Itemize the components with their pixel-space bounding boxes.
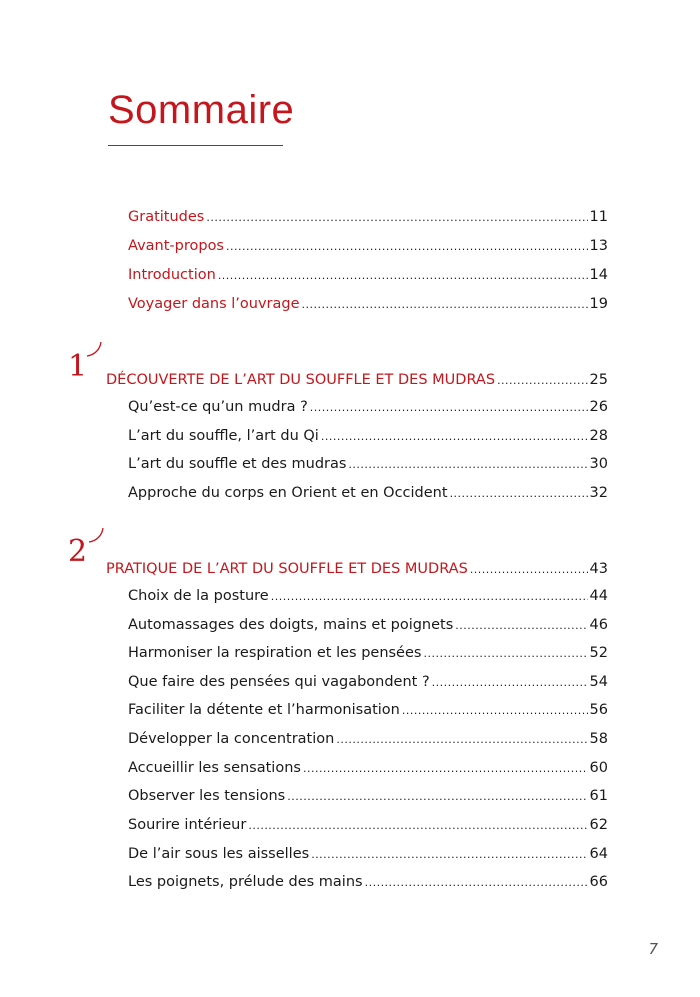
- toc-entry-page: 14: [589, 267, 608, 283]
- toc-entry-page: 54: [589, 674, 608, 690]
- toc-entry-label: Harmoniser la respiration et les pensées: [128, 645, 422, 661]
- leader-dots: [271, 586, 588, 608]
- leader-dots: [311, 844, 587, 866]
- part-number: 1: [68, 349, 88, 384]
- leader-dots: [450, 483, 588, 505]
- toc-entry-page: 61: [589, 788, 608, 804]
- toc-entry[interactable]: [128, 671, 608, 693]
- page-folio: 7: [648, 940, 658, 958]
- leader-dots: [321, 426, 588, 448]
- part-heading-label: PRATIQUE DE L’ART DU SOUFFLE ET DES MUDRAS: [106, 561, 468, 577]
- leader-dots: [432, 672, 588, 694]
- toc-entry-label: Automassages des doigts, mains et poignets: [128, 617, 454, 633]
- title-underline: [108, 145, 283, 146]
- leader-dots: [310, 397, 588, 419]
- leader-dots: [206, 207, 587, 229]
- toc-entry-page: 52: [589, 645, 608, 661]
- part-heading-page: 43: [589, 561, 608, 577]
- toc-entry[interactable]: [128, 425, 608, 447]
- part-heading[interactable]: [106, 369, 608, 391]
- toc-entry-label: Gratitudes: [128, 209, 205, 225]
- toc-entry-voyager[interactable]: [128, 293, 608, 315]
- toc-entry-page: 56: [589, 702, 608, 718]
- toc-entry-page: 32: [589, 485, 608, 501]
- toc-entry[interactable]: [128, 614, 608, 636]
- leader-dots: [497, 370, 587, 392]
- toc-entry-page: 11: [589, 209, 608, 225]
- part-heading-label: DÉCOUVERTE DE L’ART DU SOUFFLE ET DES MUDRAS: [106, 372, 496, 388]
- toc-entry[interactable]: [128, 728, 608, 750]
- toc-entry-label: Faciliter la détente et l’harmonisation: [128, 702, 400, 718]
- toc-entry-label: Approche du corps en Orient et en Occident: [128, 485, 448, 501]
- toc-entry[interactable]: [128, 482, 608, 504]
- leader-dots: [303, 758, 588, 780]
- toc-entry-page: 44: [589, 588, 608, 604]
- leader-dots: [336, 729, 587, 751]
- leader-dots: [287, 786, 587, 808]
- toc-entry-label: De l’air sous les aisselles: [128, 846, 310, 862]
- leader-dots: [348, 454, 587, 476]
- toc-entry-page: 46: [589, 617, 608, 633]
- leader-dots: [423, 643, 587, 665]
- toc-entry-page: 30: [589, 456, 608, 472]
- leader-dots: [402, 700, 588, 722]
- part-heading-page: 25: [589, 372, 608, 388]
- toc-entry-gratitudes[interactable]: [128, 206, 608, 228]
- leader-dots: [218, 265, 588, 287]
- toc-entry[interactable]: [128, 871, 608, 893]
- leader-dots: [455, 615, 587, 637]
- toc-entry-page: 60: [589, 760, 608, 776]
- leader-dots: [470, 559, 588, 581]
- toc-entry-page: 13: [589, 238, 608, 254]
- toc-entry-label: L’art du souffle, l’art du Qi: [128, 428, 319, 444]
- leader-dots: [248, 815, 587, 837]
- toc-entry-page: 28: [589, 428, 608, 444]
- part-number: 2: [68, 534, 88, 569]
- toc-entry-introduction[interactable]: [128, 264, 608, 286]
- toc-entry[interactable]: [128, 585, 608, 607]
- leader-dots: [365, 872, 588, 894]
- toc-entry-page: 19: [589, 296, 608, 312]
- toc-entry-label: Les poignets, prélude des mains: [128, 874, 363, 890]
- leader-dots: [302, 294, 588, 316]
- part-swash-icon: [86, 526, 108, 546]
- toc-entry-page: 26: [589, 399, 608, 415]
- toc-entry[interactable]: [128, 396, 608, 418]
- toc-entry-label: Accueillir les sensations: [128, 760, 301, 776]
- toc-entry-label: L’art du souffle et des mudras: [128, 456, 347, 472]
- toc-entry-label: Introduction: [128, 267, 216, 283]
- toc-entry[interactable]: [128, 453, 608, 475]
- toc-entry-label: Avant-propos: [128, 238, 224, 254]
- toc-entry[interactable]: [128, 843, 608, 865]
- toc-entry-label: Que faire des pensées qui vagabondent ?: [128, 674, 430, 690]
- leader-dots: [226, 236, 588, 258]
- toc-entry-page: 64: [589, 846, 608, 862]
- toc-entry-label: Observer les tensions: [128, 788, 286, 804]
- toc-entry-label: Qu’est-ce qu’un mudra ?: [128, 399, 308, 415]
- toc-entry-label: Sourire intérieur: [128, 817, 247, 833]
- toc-entry-page: 62: [589, 817, 608, 833]
- toc-entry-avant-propos[interactable]: [128, 235, 608, 257]
- toc-entry-page: 66: [589, 874, 608, 890]
- toc-entry[interactable]: [128, 699, 608, 721]
- toc-entry-label: Choix de la posture: [128, 588, 269, 604]
- toc-entry-label: Développer la concentration: [128, 731, 335, 747]
- toc-entry[interactable]: [128, 642, 608, 664]
- toc-entry-label: Voyager dans l’ouvrage: [128, 296, 300, 312]
- toc-entry-page: 58: [589, 731, 608, 747]
- part-heading[interactable]: [106, 558, 608, 580]
- toc-entry[interactable]: [128, 757, 608, 779]
- toc-entry[interactable]: [128, 814, 608, 836]
- toc-entry[interactable]: [128, 785, 608, 807]
- part-swash-icon: [84, 340, 106, 360]
- page-title: Sommaire: [108, 88, 295, 132]
